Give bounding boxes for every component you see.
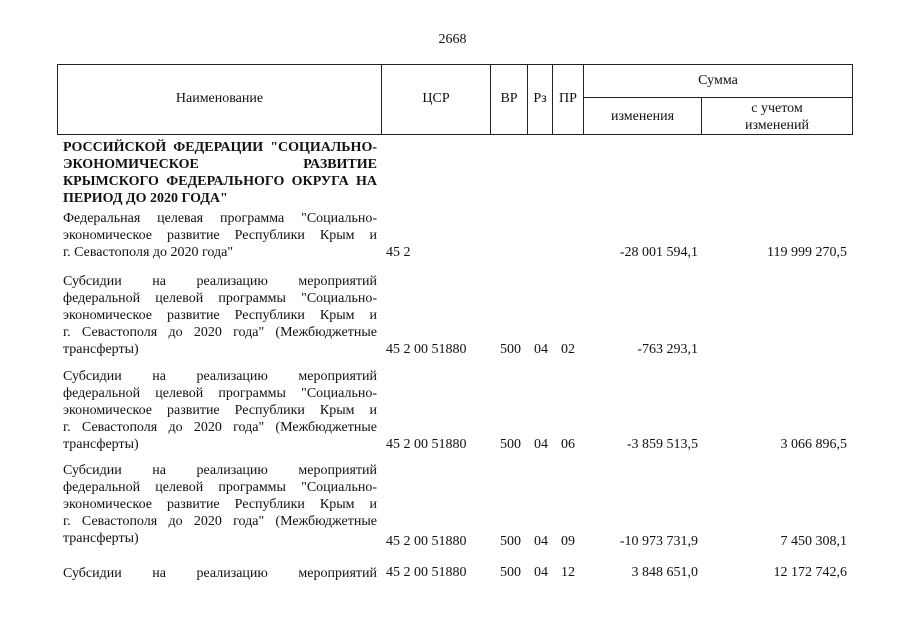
row-name-line: экономическое развитие Республики Крым и [63,403,377,418]
header-name: Наименование [175,91,264,106]
row-name [63,462,377,547]
row-change-cell: -10 973 731,9 [619,534,698,549]
row-name [63,368,377,453]
row-pr-cell: 06 [561,437,575,452]
row-name-line: Субсидии на реализацию мероприятий [63,463,377,478]
row-name-line: экономическое развитие Республики Крым и [63,497,377,512]
header-csr: ЦСР [422,91,450,106]
row-name-line: г. Севастополя до 2020 года" [63,245,234,260]
row-name-line: Субсидии на реализацию мероприятий [63,566,377,581]
row-name [63,139,377,207]
row-change-cell: -763 293,1 [637,342,698,357]
row-vr-cell: 500 [500,342,521,357]
row-rz-cell: 04 [534,437,548,452]
row-name-line: трансферты) [63,342,139,357]
row-change-cell: -3 859 513,5 [626,437,698,452]
row-rz-cell: 04 [534,565,548,580]
row-name-line: федеральной целевой программы "Социально- [63,291,377,306]
row-name-line: трансферты) [63,531,139,546]
col-border-right [852,64,853,135]
header-change: изменения [610,109,675,124]
row-name-line: г. Севастополя до 2020 года" (Межбюджетные [63,514,377,529]
row-change-cell: 3 848 651,0 [631,565,698,580]
row-csr-cell: 45 2 00 51880 [386,534,467,549]
row-vr-cell: 500 [500,534,521,549]
row-total-cell: 12 172 742,6 [773,565,847,580]
header-bottom-border [57,134,852,135]
header-rz: Рз [533,91,547,106]
row-name-line: федеральной целевой программы "Социально- [63,386,377,401]
row-name-line: г. Севастополя до 2020 года" (Межбюджетные [63,325,377,340]
row-name-line: г. Севастополя до 2020 года" (Межбюджетные [63,420,377,435]
header-with-changes-line2: изменений [744,118,810,133]
row-total-cell: 7 450 308,1 [780,534,847,549]
sum-subheader-border [583,97,852,98]
row-name-line: ПЕРИОД ДО 2020 ГОДА" [63,191,228,206]
row-name [63,565,377,582]
row-vr-cell: 500 [500,437,521,452]
row-name-line: экономическое развитие Республики Крым и [63,228,377,243]
page-number: 2668 [438,32,467,47]
header-top-border [57,64,852,65]
row-total-cell: 119 999 270,5 [767,245,847,260]
row-name [63,273,377,358]
row-name-line: федеральной целевой программы "Социально- [63,480,377,495]
row-vr-cell: 500 [500,565,521,580]
row-name-line: КРЫМСКОГО ФЕДЕРАЛЬНОГО ОКРУГА НА [63,174,377,189]
header-pr: ПР [559,91,577,106]
row-pr-cell: 12 [561,565,575,580]
header-with-changes-line1: с учетом [751,101,803,116]
row-name-line: Федеральная целевая программа "Социально- [63,211,377,226]
row-pr-cell: 09 [561,534,575,549]
row-name-line: Субсидии на реализацию мероприятий [63,369,377,384]
row-name-line: ЭКОНОМИЧЕСКОЕ РАЗВИТИЕ [63,157,377,172]
row-name [63,210,377,261]
row-pr-cell: 02 [561,342,575,357]
row-name-line: экономическое развитие Республики Крым и [63,308,377,323]
row-name-line: РОССИЙСКОЙ ФЕДЕРАЦИИ "СОЦИАЛЬНО- [63,140,377,155]
row-csr-cell: 45 2 [386,245,411,260]
row-rz-cell: 04 [534,342,548,357]
header-vr: ВР [500,91,518,106]
row-name-line: Субсидии на реализацию мероприятий [63,274,377,289]
row-total-cell: 3 066 896,5 [780,437,847,452]
row-csr-cell: 45 2 00 51880 [386,437,467,452]
header-sum: Сумма [698,73,738,88]
row-csr-cell: 45 2 00 51880 [386,565,467,580]
row-name-line: трансферты) [63,437,139,452]
row-change-cell: -28 001 594,1 [619,245,698,260]
row-csr-cell: 45 2 00 51880 [386,342,467,357]
row-rz-cell: 04 [534,534,548,549]
